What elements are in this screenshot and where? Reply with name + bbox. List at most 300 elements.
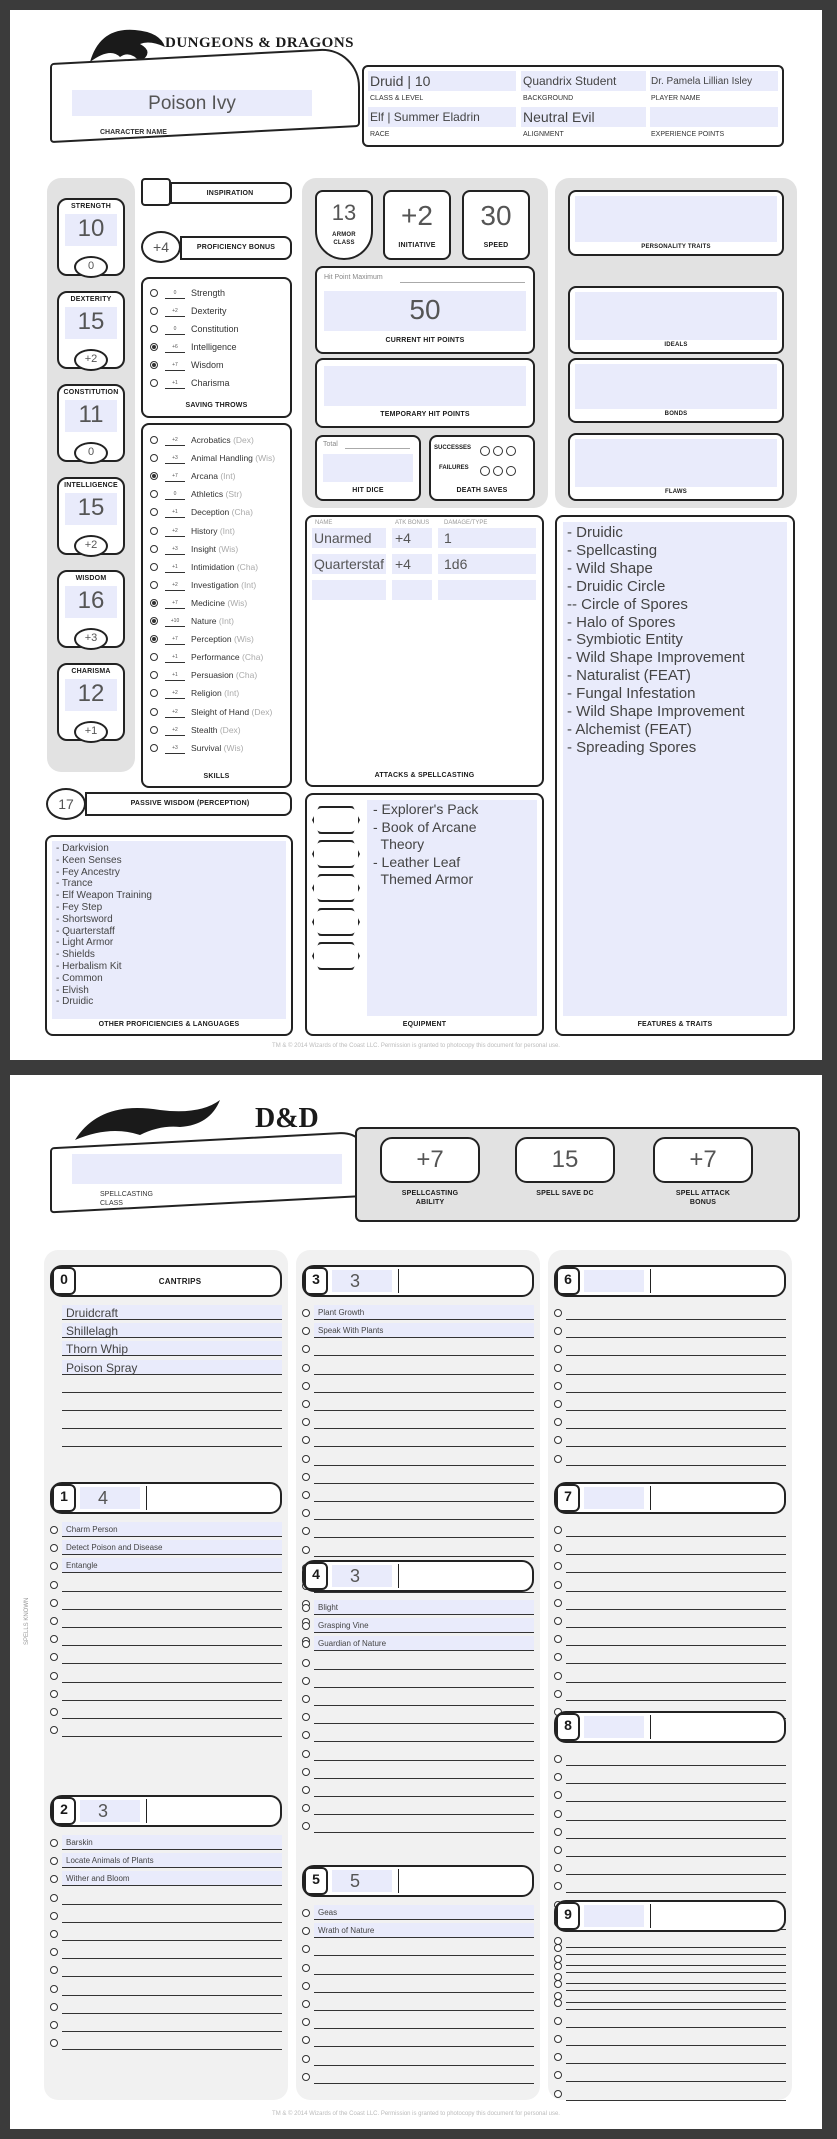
skill-modifier: +3: [172, 455, 178, 462]
spell-prepared-radio[interactable]: [554, 1382, 562, 1390]
spell-line[interactable]: [566, 1940, 786, 1955]
success-circle[interactable]: [493, 446, 503, 456]
spell-line[interactable]: [314, 1432, 534, 1447]
coin-slot[interactable]: [312, 908, 360, 936]
list-item: - Shields: [56, 949, 95, 961]
bonds-field[interactable]: [575, 364, 777, 409]
ability-modifier: +3: [84, 632, 98, 644]
skill-name: Investigation (Int): [191, 579, 257, 590]
spell-line[interactable]: [314, 1655, 534, 1670]
spell-line[interactable]: [566, 2086, 786, 2101]
save-proficiency-radio[interactable]: [150, 361, 158, 369]
spell-prepared-radio[interactable]: [50, 1912, 58, 1920]
spell-line[interactable]: [566, 1613, 786, 1628]
list-item: Theory: [373, 836, 425, 852]
skill-name: Athletics (Str): [191, 489, 243, 500]
spell-line[interactable]: [566, 1787, 786, 1802]
dnd-small-logo: D&D: [70, 1095, 370, 1145]
attacks-notes-field[interactable]: [312, 606, 536, 607]
spell-line[interactable]: [314, 1996, 534, 2011]
spell-line[interactable]: [62, 1981, 282, 1996]
skill-proficiency-radio[interactable]: [150, 436, 158, 444]
xp-label: EXPERIENCE POINTS: [651, 131, 725, 138]
saving-throws-label: SAVING THROWS: [185, 402, 248, 409]
list-item: - Spreading Spores: [567, 738, 697, 756]
spell-line[interactable]: [314, 1378, 534, 1393]
temp-hp-field[interactable]: [324, 366, 526, 406]
spell-level-number: 5: [312, 1871, 320, 1887]
spell-prepared-radio[interactable]: [50, 2021, 58, 2029]
spell-line[interactable]: [314, 1469, 534, 1484]
spell-name: Poison Spray: [66, 1360, 138, 1375]
spell-prepared-radio[interactable]: [554, 2035, 562, 2043]
attack-name-field[interactable]: [312, 580, 386, 600]
spell-prepared-radio[interactable]: [50, 1894, 58, 1902]
proficiency-bonus-label: PROFICIENCY BONUS: [196, 244, 276, 251]
xp-field[interactable]: [650, 107, 778, 127]
spell-prepared-radio[interactable]: [554, 1599, 562, 1607]
list-item: - Druidic Circle: [567, 577, 666, 595]
footer-text: TM & © 2014 Wizards of the Coast LLC. Permission is granted to photocopy this document for personal use.: [272, 2111, 560, 2117]
list-item: - Druidic: [56, 996, 94, 1008]
attack-header-damage: DAMAGE/TYPE: [444, 520, 488, 526]
spell-prepared-radio[interactable]: [554, 1526, 562, 1534]
spell-prepared-radio[interactable]: [554, 1672, 562, 1680]
spell-prepared-radio[interactable]: [554, 1999, 562, 2007]
spell-line[interactable]: [314, 1941, 534, 1956]
bonds-label: BONDS: [664, 411, 688, 417]
spell-line[interactable]: [314, 1691, 534, 1706]
skill-proficiency-radio[interactable]: [150, 563, 158, 571]
spell-prepared-radio[interactable]: [302, 2073, 310, 2081]
spell-prepared-radio[interactable]: [302, 1982, 310, 1990]
spell-prepared-radio[interactable]: [302, 1309, 310, 1317]
spell-name: Blight: [318, 1603, 339, 1612]
spell-prepared-radio[interactable]: [554, 1690, 562, 1698]
spell-prepared-radio[interactable]: [302, 1491, 310, 1499]
proficiencies-label: OTHER PROFICIENCIES & LANGUAGES: [98, 1021, 240, 1028]
spell-line[interactable]: [62, 1595, 282, 1610]
spell-name: Entangle: [66, 1561, 98, 1571]
spell-line[interactable]: [314, 1542, 534, 1557]
skill-name: Performance (Cha): [191, 652, 264, 663]
skill-name: Insight (Wis): [191, 543, 239, 554]
successes-label: SUCCESSES: [434, 445, 472, 451]
spell-prepared-radio[interactable]: [302, 1768, 310, 1776]
slots-total-field[interactable]: [80, 1487, 140, 1509]
attack-header-name: NAME: [315, 520, 333, 526]
hit-dice-label: HIT DICE: [352, 487, 384, 494]
skill-modifier: +1: [172, 654, 178, 661]
spell-prepared-radio[interactable]: [554, 1617, 562, 1625]
race: Elf | Summer Eladrin: [370, 110, 480, 124]
spell-prepared-radio[interactable]: [554, 1828, 562, 1836]
slots-total-field[interactable]: [332, 1270, 392, 1292]
spell-line[interactable]: [62, 1686, 282, 1701]
spell-line[interactable]: [566, 2049, 786, 2064]
slots-total: 3: [98, 1801, 109, 1821]
list-item: - Darkvision: [56, 843, 109, 854]
spell-line[interactable]: [566, 1540, 786, 1555]
spell-prepared-radio[interactable]: [50, 1672, 58, 1680]
spell-line[interactable]: [314, 1800, 534, 1815]
skill-modifier: +7: [172, 473, 178, 480]
spell-line[interactable]: [314, 1600, 534, 1615]
spell-save-dc: 15: [551, 1146, 579, 1173]
spell-prepared-radio[interactable]: [50, 1930, 58, 1938]
ability-score: 12: [77, 680, 105, 707]
skill-name: Persuasion (Cha): [191, 670, 258, 681]
list-item: - Wild Shape Improvement: [567, 703, 745, 721]
spell-line[interactable]: [62, 2035, 282, 2050]
spellcasting-class-label: SPELLCASTING CLASS: [100, 1191, 153, 1207]
spell-line[interactable]: [566, 1995, 786, 2010]
personality-field[interactable]: [575, 196, 777, 242]
ability-score: 15: [77, 494, 105, 521]
flaws-field[interactable]: [575, 439, 777, 487]
spell-prepared-radio[interactable]: [554, 2090, 562, 2098]
slots-total-field[interactable]: [584, 1716, 644, 1738]
skill-modifier: +2: [172, 581, 178, 588]
slots-total-field[interactable]: [332, 1565, 392, 1587]
spell-line[interactable]: [62, 1649, 282, 1664]
spell-line[interactable]: [314, 2069, 534, 2084]
spell-line[interactable]: [62, 1926, 282, 1941]
spell-line[interactable]: [314, 1505, 534, 1520]
slots-total-field[interactable]: [584, 1905, 644, 1927]
alignment: Neutral Evil: [523, 109, 595, 125]
spell-line[interactable]: [62, 1704, 282, 1719]
skill-name: Perception (Wis): [191, 634, 254, 645]
spell-prepared-radio[interactable]: [302, 2055, 310, 2063]
spell-name: Speak With Plants: [318, 1326, 384, 1336]
save-modifier: +7: [172, 362, 178, 368]
spell-line[interactable]: [314, 1727, 534, 1742]
spell-line[interactable]: [62, 1944, 282, 1959]
spell-line[interactable]: [314, 1451, 534, 1466]
spell-prepared-radio[interactable]: [302, 1695, 310, 1703]
spell-prepared-radio[interactable]: [554, 1581, 562, 1589]
slots-total: 5: [350, 1871, 361, 1891]
spell-prepared-radio[interactable]: [50, 1526, 58, 1534]
skill-proficiency-radio[interactable]: [150, 527, 158, 535]
failure-circle[interactable]: [493, 466, 503, 476]
spell-line[interactable]: [62, 1414, 282, 1429]
spell-prepared-radio[interactable]: [554, 1846, 562, 1854]
attack-damage: 1d6: [444, 556, 468, 572]
spell-name: Druidcraft: [66, 1306, 119, 1320]
list-item: - Naturalist (FEAT): [567, 667, 691, 685]
spell-line[interactable]: [566, 1323, 786, 1338]
spell-line[interactable]: [566, 1595, 786, 1610]
coin-slot[interactable]: [312, 942, 360, 970]
list-item: - Wild Shape Improvement: [567, 649, 745, 667]
attack-bonus: +4: [395, 556, 411, 572]
list-item: - Fungal Infestation: [567, 685, 696, 703]
spell-line[interactable]: [62, 1668, 282, 1683]
spell-prepared-radio[interactable]: [50, 1690, 58, 1698]
spell-line[interactable]: [566, 1860, 786, 1875]
spell-line[interactable]: [566, 1649, 786, 1664]
spell-line[interactable]: [566, 1396, 786, 1411]
slots-total-field[interactable]: [332, 1870, 392, 1892]
attack-damage-field[interactable]: [438, 580, 536, 600]
spell-line[interactable]: [314, 1523, 534, 1538]
spell-prepared-radio[interactable]: [554, 1944, 562, 1952]
attack-damage-field[interactable]: [438, 528, 536, 548]
spell-prepared-radio[interactable]: [302, 1964, 310, 1972]
failure-circle[interactable]: [480, 466, 490, 476]
spell-line[interactable]: [566, 1958, 786, 1973]
spell-line[interactable]: [62, 1631, 282, 1646]
spell-line[interactable]: [566, 1842, 786, 1857]
list-item: -- Circle of Spores: [567, 595, 688, 613]
spell-line[interactable]: [314, 1414, 534, 1429]
spell-prepared-radio[interactable]: [50, 1617, 58, 1625]
spell-line[interactable]: [566, 1577, 786, 1592]
skill-proficiency-radio[interactable]: [150, 744, 158, 752]
skill-name: Sleight of Hand (Dex): [191, 706, 273, 717]
spell-line[interactable]: [314, 1673, 534, 1688]
spell-line[interactable]: [566, 1878, 786, 1893]
save-proficiency-radio[interactable]: [150, 325, 158, 333]
save-name: Wisdom: [191, 360, 224, 370]
spell-name: Wither and Bloom: [66, 1874, 130, 1884]
spell-prepared-radio[interactable]: [302, 1909, 310, 1917]
spell-line[interactable]: [62, 1613, 282, 1628]
spell-line[interactable]: [314, 1818, 534, 1833]
spell-prepared-radio[interactable]: [50, 2003, 58, 2011]
attack-bonus-field[interactable]: [392, 580, 432, 600]
spell-prepared-radio[interactable]: [554, 1755, 562, 1763]
spell-line[interactable]: [314, 1905, 534, 1920]
proficiencies-list: [56, 843, 152, 1008]
save-name: Constitution: [191, 324, 239, 334]
spell-line[interactable]: [314, 1487, 534, 1502]
spell-prepared-radio[interactable]: [554, 1309, 562, 1317]
spell-line[interactable]: [566, 1751, 786, 1766]
spell-line[interactable]: [314, 1746, 534, 1761]
spell-line[interactable]: [314, 1396, 534, 1411]
spell-prepared-radio[interactable]: [554, 1364, 562, 1372]
armor-class: 13: [331, 200, 357, 225]
hit-dice-field[interactable]: [323, 454, 413, 482]
attack-header-bonus: ATK BONUS: [395, 520, 430, 526]
spell-line[interactable]: [62, 1432, 282, 1447]
spell-line[interactable]: [566, 2013, 786, 2028]
spell-prepared-radio[interactable]: [302, 1400, 310, 1408]
spell-name: Wrath of Nature: [318, 1926, 375, 1936]
spell-name: Guardian of Nature: [318, 1639, 387, 1649]
spell-prepared-radio[interactable]: [554, 1455, 562, 1463]
spell-line[interactable]: [62, 1962, 282, 1977]
spell-line[interactable]: [314, 1764, 534, 1779]
background: Quandrix Student: [523, 74, 617, 88]
coin-slot[interactable]: [312, 874, 360, 902]
skill-proficiency-radio[interactable]: [150, 708, 158, 716]
spell-line[interactable]: [62, 1999, 282, 2014]
slots-total-field[interactable]: [80, 1800, 140, 1822]
spell-line[interactable]: [566, 2067, 786, 2082]
spell-line[interactable]: [566, 1824, 786, 1839]
success-circle[interactable]: [480, 446, 490, 456]
spell-line[interactable]: [62, 1722, 282, 1737]
list-item: - Halo of Spores: [567, 613, 676, 631]
inspiration-box[interactable]: [141, 178, 171, 206]
spell-line[interactable]: [62, 1577, 282, 1592]
spell-prepared-radio[interactable]: [302, 1786, 310, 1794]
spell-line[interactable]: [314, 1960, 534, 1975]
skill-proficiency-radio[interactable]: [150, 581, 158, 589]
skill-modifier: +3: [172, 744, 178, 751]
coin-slot[interactable]: [312, 806, 360, 834]
skill-modifier: +1: [172, 563, 178, 570]
skill-name: Religion (Int): [191, 688, 240, 699]
skill-proficiency-radio[interactable]: [150, 599, 158, 607]
spell-name: Grasping Vine: [318, 1621, 369, 1631]
spell-line[interactable]: [566, 1341, 786, 1356]
spell-prepared-radio[interactable]: [302, 1546, 310, 1554]
skill-name: Medicine (Wis): [191, 597, 248, 608]
list-item: - Keen Senses: [56, 854, 122, 866]
spell-line[interactable]: [566, 1414, 786, 1429]
skill-modifier: +3: [172, 545, 178, 552]
attack-name: Quarterstaf: [314, 556, 385, 572]
armor-class-label: ARMOR CLASS: [332, 232, 356, 246]
speed: 30: [480, 200, 512, 231]
ability-name: CONSTITUTION: [63, 389, 119, 396]
skill-modifier: +1: [172, 509, 178, 516]
spell-line[interactable]: [566, 1668, 786, 1683]
spell-line[interactable]: [314, 1360, 534, 1375]
spell-prepared-radio[interactable]: [50, 1985, 58, 1993]
spell-prepared-radio[interactable]: [302, 2000, 310, 2008]
list-item: - Herbalism Kit: [56, 960, 122, 972]
spell-line[interactable]: [62, 2017, 282, 2032]
ideals-field[interactable]: [575, 292, 777, 340]
spell-line[interactable]: [566, 1432, 786, 1447]
character-sheet-page: [10, 10, 822, 1060]
spell-line[interactable]: [314, 2014, 534, 2029]
spell-prepared-radio[interactable]: [50, 1599, 58, 1607]
dnd-logo: DUNGEONS & DRAGONS: [80, 22, 360, 62]
spell-name: Plant Growth: [318, 1308, 365, 1317]
slots-total: 3: [350, 1271, 361, 1291]
spell-line[interactable]: [314, 2051, 534, 2066]
skill-proficiency-radio[interactable]: [150, 726, 158, 734]
class-level: Druid | 10: [370, 73, 431, 89]
list-item: - Fey Ancestry: [56, 866, 120, 878]
spell-line[interactable]: [566, 1522, 786, 1537]
skills-label: SKILLS: [203, 773, 230, 780]
failure-circle[interactable]: [506, 466, 516, 476]
spell-prepared-radio[interactable]: [554, 1400, 562, 1408]
spell-line[interactable]: [314, 2032, 534, 2047]
spell-line[interactable]: [62, 1378, 282, 1393]
save-modifier: +1: [172, 380, 178, 386]
spell-line[interactable]: [314, 1782, 534, 1797]
ability-modifier: 0: [87, 260, 95, 272]
spell-prepared-radio[interactable]: [554, 2017, 562, 2025]
slots-total: 3: [350, 1566, 361, 1586]
spell-prepared-radio[interactable]: [302, 1455, 310, 1463]
spell-prepared-radio[interactable]: [50, 1839, 58, 1847]
features-label: FEATURES & TRAITS: [637, 1021, 713, 1028]
spell-line[interactable]: [566, 1360, 786, 1375]
current-hp-label: CURRENT HIT POINTS: [385, 337, 465, 344]
spell-line[interactable]: [566, 1631, 786, 1646]
skill-proficiency-radio[interactable]: [150, 617, 158, 625]
spell-line[interactable]: [566, 1976, 786, 1991]
skill-modifier: +2: [172, 690, 178, 697]
save-proficiency-radio[interactable]: [150, 379, 158, 387]
spell-line[interactable]: [62, 1890, 282, 1905]
spell-line[interactable]: [62, 1835, 282, 1850]
spell-prepared-radio[interactable]: [302, 1604, 310, 1612]
spell-save-dc-label: SPELL SAVE DC: [536, 1190, 594, 1197]
skill-proficiency-radio[interactable]: [150, 545, 158, 553]
save-proficiency-radio[interactable]: [150, 307, 158, 315]
spell-level-number: 9: [564, 1906, 572, 1922]
equipment-label: EQUIPMENT: [402, 1021, 447, 1028]
spell-prepared-radio[interactable]: [302, 1382, 310, 1390]
save-modifier: +2: [172, 308, 178, 314]
spell-line[interactable]: [566, 2031, 786, 2046]
spell-line[interactable]: [566, 1558, 786, 1573]
spell-prepared-radio[interactable]: [302, 1364, 310, 1372]
slots-total-field[interactable]: [584, 1270, 644, 1292]
spell-prepared-radio[interactable]: [302, 1473, 310, 1481]
spell-prepared-radio[interactable]: [302, 1677, 310, 1685]
spell-prepared-radio[interactable]: [50, 1708, 58, 1716]
save-modifier: +6: [172, 344, 178, 350]
passive-wisdom: 17: [58, 796, 74, 812]
skill-modifier: +2: [172, 527, 178, 534]
race-label: RACE: [370, 131, 390, 138]
spell-line[interactable]: [566, 1686, 786, 1701]
hp-max-label: Hit Point Maximum: [324, 274, 383, 281]
skill-name: Arcana (Int): [191, 471, 236, 482]
spell-prepared-radio[interactable]: [554, 1810, 562, 1818]
spell-line[interactable]: [62, 1908, 282, 1923]
spell-line[interactable]: [566, 1451, 786, 1466]
save-proficiency-radio[interactable]: [150, 289, 158, 297]
save-name: Dexterity: [191, 306, 227, 316]
spell-prepared-radio[interactable]: [302, 1750, 310, 1758]
save-proficiency-radio[interactable]: [150, 343, 158, 351]
list-item: - Light Armor: [56, 937, 114, 949]
slots-total: 4: [98, 1488, 109, 1508]
spell-line[interactable]: [314, 1341, 534, 1356]
success-circle[interactable]: [506, 446, 516, 456]
spell-line[interactable]: [62, 1396, 282, 1411]
spell-line[interactable]: [566, 1305, 786, 1320]
spell-prepared-radio[interactable]: [50, 1581, 58, 1589]
spellcasting-class-field[interactable]: [72, 1154, 342, 1184]
slots-total-field[interactable]: [584, 1487, 644, 1509]
spell-prepared-radio[interactable]: [302, 1659, 310, 1667]
ability-name: CHARISMA: [71, 668, 111, 675]
spell-line[interactable]: [566, 1378, 786, 1393]
ability-modifier: +1: [84, 725, 98, 737]
spell-line[interactable]: [314, 1709, 534, 1724]
spell-line[interactable]: [314, 1978, 534, 1993]
coin-slot[interactable]: [312, 840, 360, 868]
spell-line[interactable]: [566, 1806, 786, 1821]
skill-name: Deception (Cha): [191, 507, 253, 518]
spell-line[interactable]: [566, 1769, 786, 1784]
ability-modifier: +2: [84, 353, 98, 365]
